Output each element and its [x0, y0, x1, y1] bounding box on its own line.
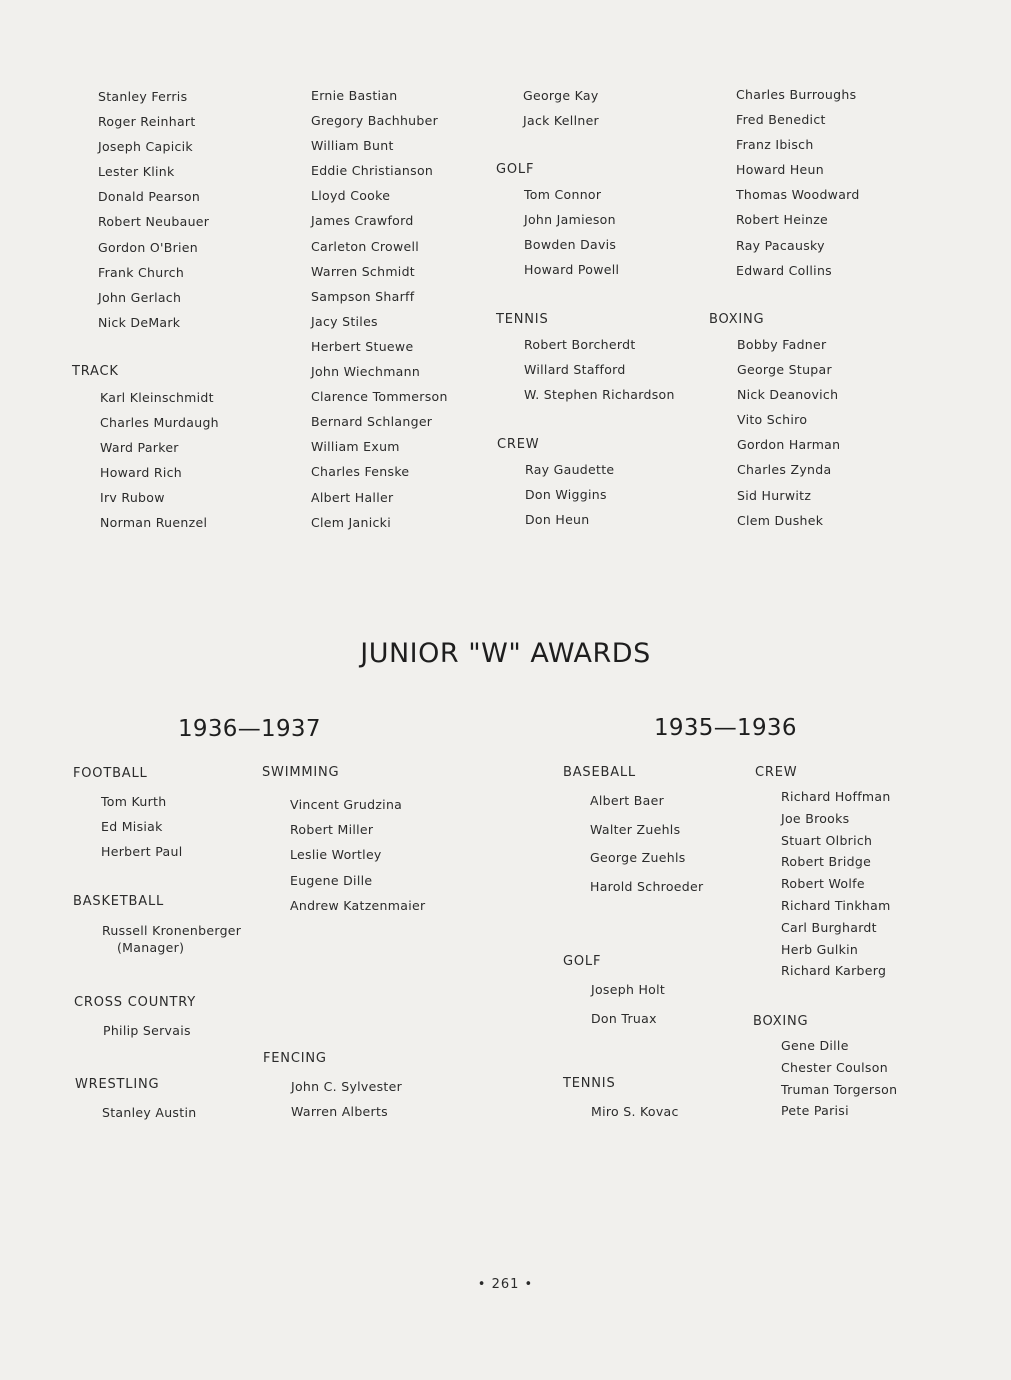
- col4-names: [736, 82, 860, 283]
- list-item: Tom Kurth: [101, 794, 167, 809]
- boxing-names: [737, 332, 840, 533]
- list-item: Eddie Christianson: [311, 163, 434, 179]
- list-item: Albert Baer: [590, 793, 665, 808]
- list-item: Jack Kellner: [523, 113, 599, 129]
- list-item: Joseph Holt: [591, 982, 666, 997]
- section-heading-fencing: FENCING: [263, 1051, 327, 1066]
- list-item: Karl Kleinschmidt: [100, 390, 214, 405]
- golf-names: [524, 182, 619, 282]
- list-item: Chester Coulson: [781, 1059, 888, 1075]
- swimming-names: [290, 797, 425, 923]
- list-item: Ward Parker: [100, 440, 179, 456]
- list-item: Nick DeMark: [98, 314, 181, 330]
- list-item: Franz Ibisch: [736, 137, 814, 153]
- list-item: Robert Miller: [290, 822, 374, 838]
- list-item: Clem Dushek: [737, 512, 824, 528]
- list-item: James Crawford: [311, 213, 414, 229]
- list-item: Bobby Fadner: [737, 337, 827, 352]
- list-item: William Bunt: [311, 138, 394, 154]
- list-item: Ray Gaudette: [525, 462, 615, 477]
- list-item: Andrew Katzenmaier: [290, 897, 426, 913]
- list-item: Don Wiggins: [525, 487, 607, 503]
- col3-names: [523, 83, 599, 133]
- list-item: Warren Alberts: [291, 1104, 388, 1119]
- section-heading-cross-country: CROSS COUNTRY: [74, 995, 197, 1010]
- list-item: Tom Connor: [524, 187, 602, 202]
- list-item: Sid Hurwitz: [737, 487, 812, 503]
- list-item: Ed Misiak: [101, 819, 163, 834]
- list-item: John C. Sylvester: [291, 1079, 403, 1094]
- list-item: Bernard Schlanger: [311, 414, 433, 430]
- golf-1935-names: [591, 982, 665, 1039]
- list-item: Eugene Dille: [290, 872, 373, 888]
- list-item: Lloyd Cooke: [311, 188, 391, 204]
- section-heading-boxing-1935: BOXING: [753, 1014, 809, 1029]
- year-heading-1935-1936: 1935—1936: [654, 715, 797, 741]
- list-item: Richard Karberg: [781, 963, 887, 979]
- col2-names: [311, 83, 448, 535]
- list-item: Don Heun: [525, 512, 590, 528]
- list-item: Lester Klink: [98, 164, 175, 180]
- list-item: George Kay: [523, 88, 599, 103]
- list-item: Herbert Stuewe: [311, 338, 414, 354]
- football-names: [101, 794, 183, 869]
- list-item: Bowden Davis: [524, 237, 617, 253]
- list-item: Truman Torgerson: [781, 1081, 898, 1097]
- list-item: Gordon O'Brien: [98, 239, 199, 255]
- list-item-note: (Manager): [117, 940, 185, 955]
- section-heading-wrestling: WRESTLING: [75, 1077, 160, 1092]
- crew-names: [525, 457, 614, 532]
- list-item: Robert Borcherdt: [524, 337, 636, 352]
- list-item: Clem Janicki: [311, 514, 391, 530]
- list-item: George Stupar: [737, 362, 832, 378]
- list-item: John Jamieson: [524, 212, 616, 228]
- list-item: Philip Servais: [103, 1023, 191, 1038]
- page-number: • 261 •: [477, 1277, 534, 1292]
- list-item: Warren Schmidt: [311, 263, 416, 279]
- list-item: Robert Wolfe: [781, 876, 865, 892]
- section-heading-baseball: BASEBALL: [563, 765, 636, 780]
- list-item: Clarence Tommerson: [311, 389, 448, 405]
- list-item: Walter Zuehls: [590, 821, 681, 837]
- basketball-names: [102, 923, 241, 955]
- list-item: Robert Neubauer: [98, 214, 210, 230]
- list-item: Carl Burghardt: [781, 919, 877, 935]
- list-item: Richard Hoffman: [781, 789, 891, 804]
- list-item: Richard Tinkham: [781, 897, 891, 913]
- list-item: Charles Zynda: [737, 462, 832, 478]
- section-heading-boxing: BOXING: [709, 312, 765, 327]
- list-item: Sampson Sharff: [311, 288, 415, 304]
- baseball-names: [590, 793, 703, 907]
- list-item: Howard Heun: [736, 162, 824, 178]
- list-item: Donald Pearson: [98, 189, 201, 205]
- list-item: Nick Deanovich: [737, 387, 839, 403]
- list-item: Harold Schroeder: [590, 878, 704, 894]
- section-heading-tennis: TENNIS: [496, 312, 549, 327]
- section-heading-basketball: BASKETBALL: [73, 894, 165, 909]
- boxing-1935-names: [781, 1038, 897, 1125]
- section-heading-crew: CREW: [497, 437, 540, 452]
- list-item: George Zuehls: [590, 850, 686, 866]
- list-item: W. Stephen Richardson: [524, 387, 675, 403]
- track-names: [100, 385, 219, 536]
- list-item: Joseph Capicik: [98, 139, 193, 155]
- year-heading-1936-1937: 1936—1937: [178, 716, 321, 742]
- list-item: Edward Collins: [736, 262, 832, 278]
- list-item: Leslie Wortley: [290, 847, 382, 863]
- list-item: Charles Murdaugh: [100, 415, 219, 431]
- list-item: Gene Dille: [781, 1038, 849, 1053]
- list-item: Pete Parisi: [781, 1103, 849, 1119]
- list-item: Thomas Woodward: [736, 187, 860, 203]
- list-item: Howard Powell: [524, 262, 620, 278]
- list-item: Miro S. Kovac: [591, 1104, 679, 1119]
- list-item: Gregory Bachhuber: [311, 113, 439, 129]
- list-item: Charles Fenske: [311, 464, 410, 480]
- list-item: Vincent Grudzina: [290, 797, 403, 812]
- list-item: John Gerlach: [98, 289, 182, 305]
- section-heading-golf-1935: GOLF: [563, 954, 602, 969]
- list-item: Carleton Crowell: [311, 238, 420, 254]
- list-item: Russell Kronenberger: [102, 923, 242, 938]
- list-item: Don Truax: [591, 1010, 657, 1026]
- fencing-names: [291, 1079, 402, 1129]
- col1-names: [98, 84, 209, 335]
- list-item: Robert Heinze: [736, 212, 829, 228]
- list-item: Ernie Bastian: [311, 88, 398, 103]
- list-item: Irv Rubow: [100, 490, 165, 506]
- list-item: Roger Reinhart: [98, 114, 196, 130]
- section-heading-track: TRACK: [72, 364, 119, 379]
- tennis-names: [524, 332, 675, 407]
- list-item: Fred Benedict: [736, 112, 826, 128]
- section-heading-swimming: SWIMMING: [262, 765, 340, 780]
- crew-1935-names: [781, 789, 891, 985]
- list-item: William Exum: [311, 439, 400, 455]
- list-item: Charles Burroughs: [736, 87, 857, 102]
- list-item: John Wiechmann: [311, 364, 421, 380]
- list-item: Willard Stafford: [524, 362, 626, 378]
- list-item: Herb Gulkin: [781, 941, 859, 957]
- list-item: Albert Haller: [311, 489, 394, 505]
- list-item: Robert Bridge: [781, 854, 872, 870]
- page-title: JUNIOR "W" AWARDS: [360, 638, 651, 669]
- list-item: Herbert Paul: [101, 844, 183, 859]
- list-item: Frank Church: [98, 264, 185, 280]
- list-item: Ray Pacausky: [736, 237, 825, 253]
- list-item: Stuart Olbrich: [781, 832, 873, 848]
- list-item: Stanley Austin: [102, 1105, 197, 1120]
- section-heading-golf: GOLF: [496, 162, 535, 177]
- wrestling-names: [102, 1105, 196, 1120]
- list-item: Howard Rich: [100, 465, 183, 481]
- section-heading-tennis-1935: TENNIS: [563, 1076, 616, 1091]
- tennis-1935-names: [591, 1104, 679, 1119]
- cross-country-names: [103, 1023, 191, 1038]
- section-heading-football: FOOTBALL: [73, 766, 148, 781]
- list-item: Norman Ruenzel: [100, 515, 208, 531]
- list-item: Joe Brooks: [781, 810, 850, 826]
- list-item: Gordon Harman: [737, 437, 841, 453]
- section-heading-crew-1935: CREW: [755, 765, 798, 780]
- list-item: Vito Schiro: [737, 412, 808, 428]
- list-item: Stanley Ferris: [98, 89, 188, 104]
- list-item: Jacy Stiles: [311, 313, 378, 329]
